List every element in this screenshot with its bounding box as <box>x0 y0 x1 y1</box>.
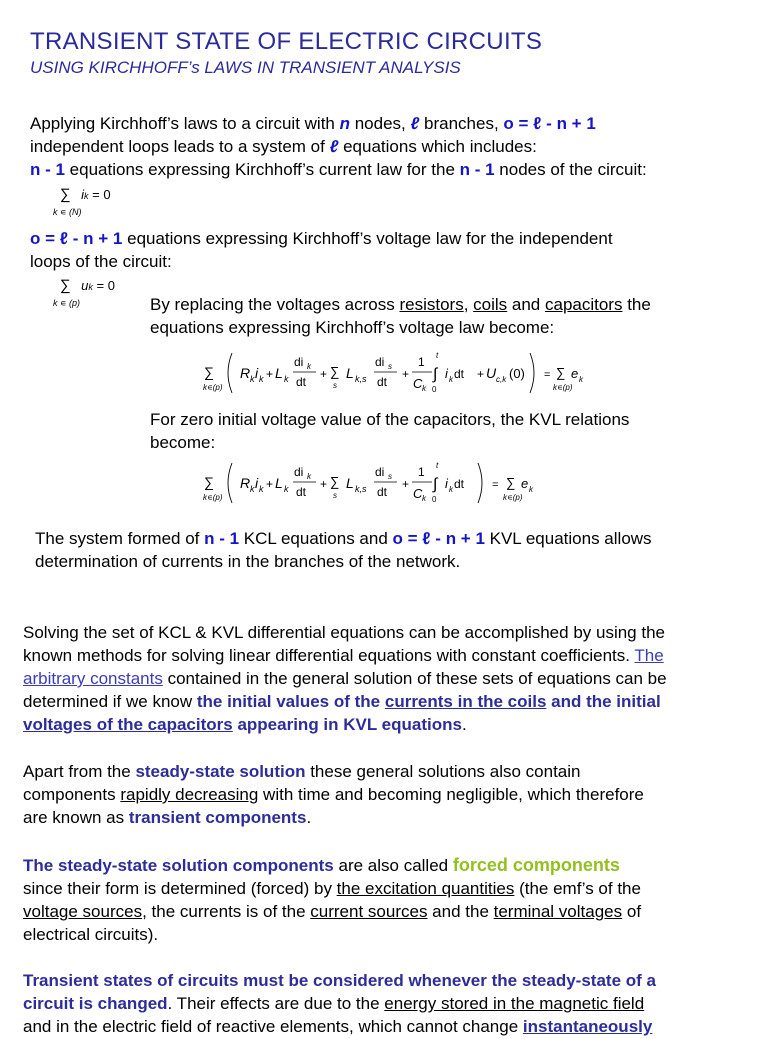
svg-text:k∊(p): k∊(p) <box>203 493 223 502</box>
svg-text:dt: dt <box>377 375 388 389</box>
svg-text:t: t <box>436 351 439 360</box>
svg-text:∑: ∑ <box>330 364 340 379</box>
svg-text:k: k <box>259 484 264 494</box>
svg-text:+: + <box>477 367 485 381</box>
loop-formula: o = ℓ - n + 1 <box>503 114 596 133</box>
svg-text:+: + <box>402 477 410 491</box>
zero-initial-line-1: For zero initial voltage value of the capacitors, the KVL relations <box>150 410 630 429</box>
svg-text:+: + <box>266 477 274 491</box>
svg-text:di: di <box>294 355 304 369</box>
steady-line-4: electrical circuits). <box>23 925 159 944</box>
svg-text:k∊(p): k∊(p) <box>553 383 573 392</box>
solving-line-3: arbitrary constants contained in the general solution of these sets of equations can be <box>23 669 667 688</box>
svg-text:=: = <box>492 479 499 491</box>
svg-text:k: k <box>284 374 289 384</box>
kcl-equation: ∑ ik = 0 <box>60 186 111 203</box>
svg-text:L: L <box>346 365 354 381</box>
steady-line-1: The steady-state solution components are also called forced components <box>23 855 620 875</box>
svg-text:0: 0 <box>432 385 437 394</box>
svg-text:∑: ∑ <box>204 474 214 490</box>
solving-line-1: Solving the set of KCL & KVL differential equations can be accomplished by using the <box>23 623 665 642</box>
svg-text:=: = <box>544 369 551 381</box>
svg-text:s: s <box>388 472 392 481</box>
svg-text:L: L <box>275 365 283 381</box>
svg-text:∫: ∫ <box>433 366 438 383</box>
svg-text:∑: ∑ <box>556 365 566 380</box>
kvl-equation: ∑ uk = 0 <box>60 277 115 294</box>
svg-text:k: k <box>579 375 583 384</box>
sum-range: k∊(p) <box>203 383 223 392</box>
svg-text:i: i <box>445 476 448 491</box>
left-paren <box>228 353 232 393</box>
replacing-line-2: equations expressing Kirchhoff’s voltage law become: <box>150 318 555 337</box>
svg-text:k: k <box>250 374 255 384</box>
svg-text:di: di <box>375 465 385 479</box>
right-paren <box>530 353 534 393</box>
svg-text:k: k <box>259 374 264 384</box>
svg-text:c,k: c,k <box>496 375 507 384</box>
svg-text:e: e <box>571 366 579 381</box>
svg-text:s: s <box>333 491 337 500</box>
kvl-formula-zero-initial <box>200 458 600 508</box>
apart-line-2: components rapidly decreasing with time and becoming negligible, which therefore <box>23 785 644 804</box>
svg-text:k,s: k,s <box>355 374 367 384</box>
svg-text:∑: ∑ <box>330 474 340 489</box>
svg-text:1: 1 <box>418 465 425 479</box>
svg-text:t: t <box>436 461 439 470</box>
svg-text:∫: ∫ <box>433 476 438 493</box>
svg-text:+: + <box>402 367 410 381</box>
apart-line-1: Apart from the steady-state solution these general solutions also contain <box>23 762 581 781</box>
transient-line-1: Transient states of circuits must be considered whenever the steady-state of a <box>23 971 656 990</box>
svg-text:R: R <box>240 365 251 381</box>
page-title: TRANSIENT STATE OF ELECTRIC CIRCUITS <box>30 28 543 55</box>
svg-text:U: U <box>486 365 497 381</box>
system-line-1: The system formed of n - 1 KCL equations and o = ℓ - n + 1 KVL equations allows <box>35 529 652 548</box>
solving-line-4: determined if we know the initial values of the currents in the coils and the initial <box>23 692 661 711</box>
svg-text:L: L <box>275 475 283 491</box>
svg-text:k: k <box>284 484 289 494</box>
svg-text:R: R <box>240 475 251 491</box>
svg-text:s: s <box>333 381 337 390</box>
transient-line-2: circuit is changed. Their effects are due to the energy stored in the magnetic field <box>23 994 645 1013</box>
svg-text:∑: ∑ <box>506 475 516 490</box>
svg-text:e: e <box>521 476 529 491</box>
svg-text:dt: dt <box>454 367 465 381</box>
solving-line-2: known methods for solving linear differential equations with constant coefficients. The <box>23 646 664 665</box>
svg-text:dt: dt <box>377 485 388 499</box>
svg-text:C: C <box>413 486 423 501</box>
svg-text:di: di <box>294 465 304 479</box>
svg-text:+: + <box>320 477 328 491</box>
replacing-line-1: By replacing the voltages across resistors, coils and capacitors the <box>150 295 651 314</box>
svg-text:i: i <box>445 366 448 381</box>
steady-line-2: since their form is determined (forced) by the excitation quantities (the emf’s of the <box>23 879 641 898</box>
svg-text:s: s <box>388 362 392 371</box>
svg-text:L: L <box>346 475 354 491</box>
arbitrary-constants-link[interactable]: The <box>634 646 664 665</box>
transient-line-3: and in the electric field of reactive elements, which cannot change instantaneously <box>23 1017 653 1036</box>
sum-sign: ∑ <box>204 364 214 380</box>
svg-text:k: k <box>422 494 426 503</box>
apart-line-3: are known as transient components. <box>23 808 312 827</box>
zero-initial-line-2: become: <box>150 433 216 452</box>
svg-text:k: k <box>307 362 311 371</box>
arbitrary-constants-link-cont[interactable]: arbitrary constants <box>23 669 163 688</box>
svg-text:+: + <box>266 367 274 381</box>
intro-line-1: Applying Kirchhoff’s laws to a circuit with n nodes, ℓ branches, o = ℓ - n + 1 <box>30 114 596 133</box>
svg-text:k: k <box>449 375 453 384</box>
svg-text:k: k <box>250 484 255 494</box>
svg-text:+: + <box>320 367 328 381</box>
kvl-sum-range: k ∊ (p) <box>53 298 80 308</box>
svg-text:k: k <box>422 384 426 393</box>
svg-text:(0): (0) <box>509 366 525 381</box>
kvl-intro-line-2: loops of the circuit: <box>30 252 172 271</box>
svg-text:i: i <box>255 365 259 381</box>
svg-text:k: k <box>449 485 453 494</box>
svg-text:0: 0 <box>432 495 437 504</box>
svg-text:i: i <box>255 475 259 491</box>
svg-text:k∊(p): k∊(p) <box>503 493 523 502</box>
svg-text:k: k <box>529 485 533 494</box>
svg-text:C: C <box>413 376 423 391</box>
system-line-2: determination of currents in the branches of the network. <box>35 552 461 571</box>
svg-text:dt: dt <box>296 485 307 499</box>
svg-text:1: 1 <box>418 355 425 369</box>
page-subtitle: USING KIRCHHOFF’s LAWS IN TRANSIENT ANALYSIS <box>30 58 461 77</box>
svg-text:dt: dt <box>454 477 465 491</box>
kcl-sum-range: k ∊ (N) <box>53 207 82 217</box>
solving-line-5: voltages of the capacitors appearing in KVL equations. <box>23 715 467 734</box>
kvl-intro-line-1: o = ℓ - n + 1 equations expressing Kirchhoff’s voltage law for the independent <box>30 229 613 248</box>
svg-text:di: di <box>375 355 385 369</box>
intro-line-2: independent loops leads to a system of ℓ equations which includes: <box>30 137 537 156</box>
svg-text:dt: dt <box>296 375 307 389</box>
svg-text:k: k <box>307 472 311 481</box>
intro-line-3: n - 1 equations expressing Kirchhoff’s current law for the n - 1 nodes of the circuit: <box>30 160 647 179</box>
kvl-formula-full <box>200 348 630 398</box>
steady-line-3: voltage sources, the currents is of the current sources and the terminal voltages of <box>23 902 642 921</box>
svg-text:k,s: k,s <box>355 484 367 494</box>
